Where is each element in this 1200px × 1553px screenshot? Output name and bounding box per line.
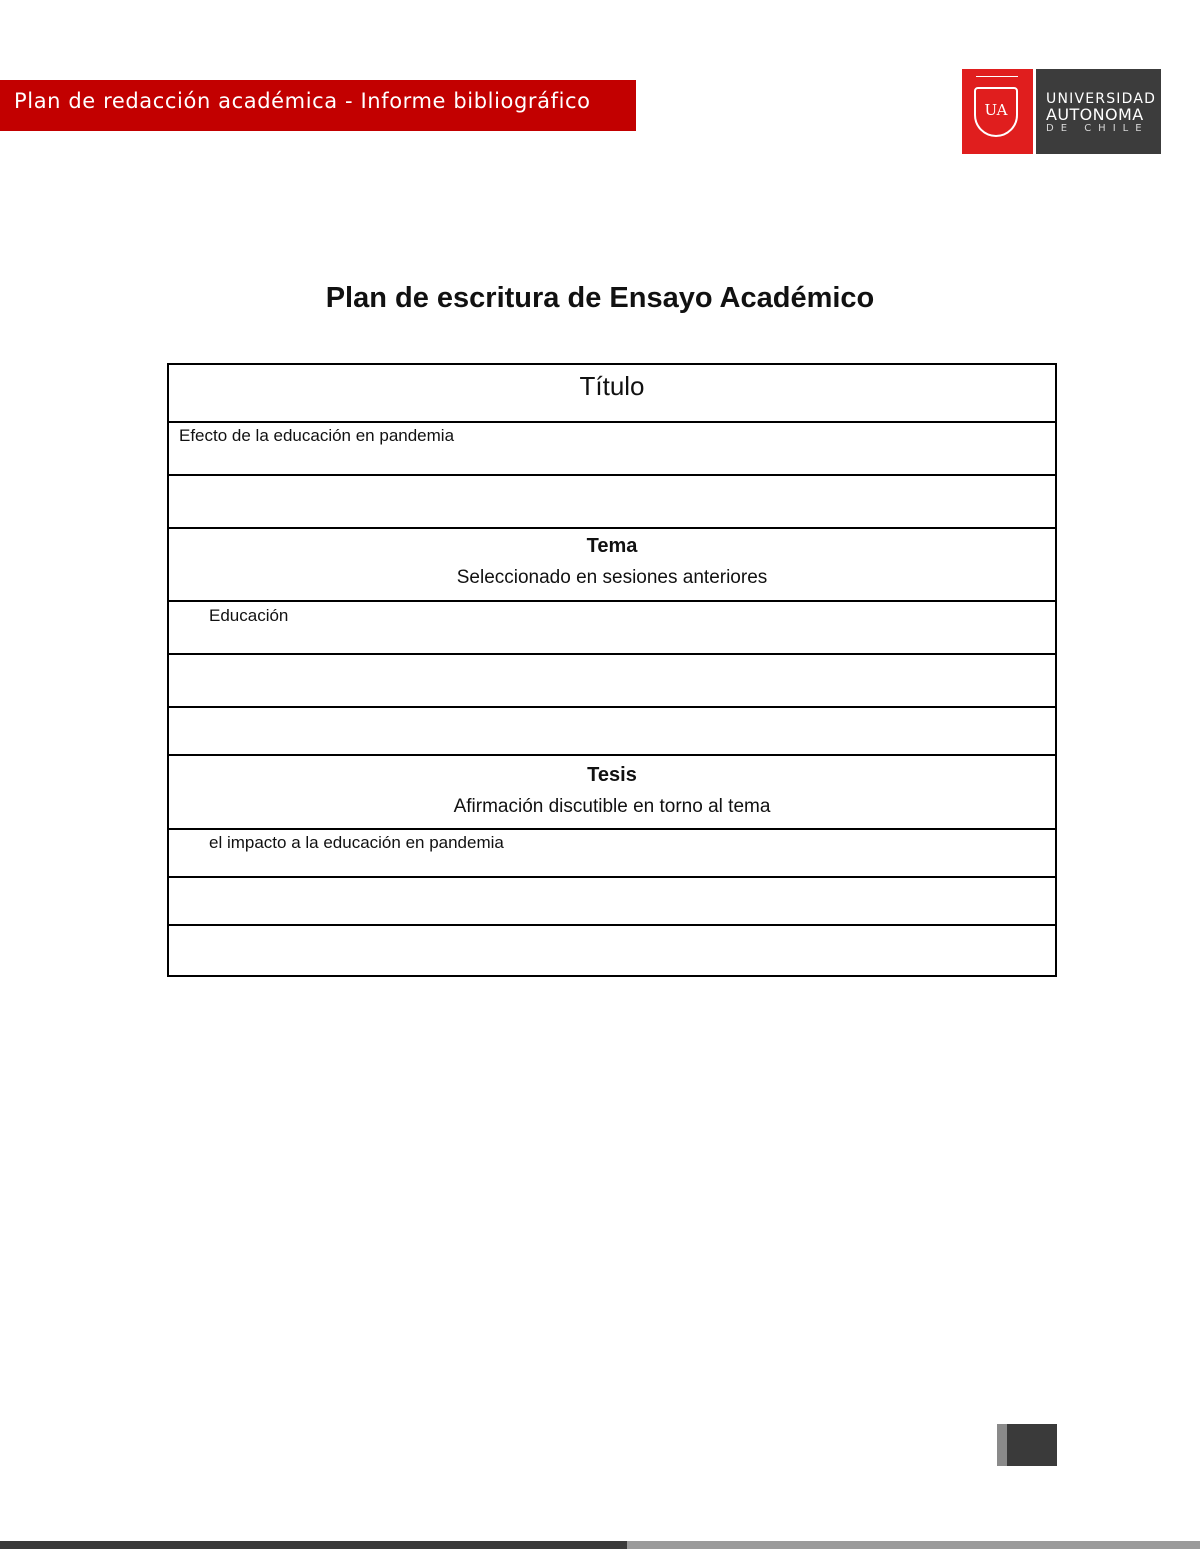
page-number-box [997,1424,1057,1466]
tema-value: Educación [209,606,289,625]
crest-icon [974,87,1018,137]
titulo-value-row [169,421,1055,476]
tema-empty-row-1 [169,653,1055,708]
crest-text: UA [984,101,1008,119]
tema-heading: Tema [586,535,638,557]
university-logo [962,69,1161,154]
titulo-empty-row [169,474,1055,529]
logo-line-2: AUTONOMA [1046,105,1144,124]
plan-table [167,363,1057,977]
tesis-heading: Tesis [587,764,637,786]
tema-header-row [169,527,1055,602]
tesis-value: el impacto a la educación en pandemia [209,833,504,852]
tesis-value-row [169,828,1055,878]
header-banner-text: Plan de redacción académica - Informe bibliográfico [14,89,591,113]
tesis-empty-row-2 [169,924,1055,975]
logo-line-1: UNIVERSIDAD [1046,91,1157,107]
logo-red-block [962,69,1033,154]
titulo-heading: Título [579,371,645,401]
titulo-value: Efecto de la educación en pandemia [179,426,455,445]
logo-line-3: DE CHILE [1046,123,1149,134]
titulo-header-row [169,365,1055,423]
tesis-header-row [169,754,1055,830]
footer-bar-dark [0,1541,627,1549]
crest-arc [976,76,1018,80]
header-banner [0,80,636,131]
tema-empty-row-2 [169,706,1055,756]
tema-subheading: Seleccionado en sesiones anteriores [456,567,768,588]
footer-bar-light [627,1541,1200,1549]
tema-value-row [169,600,1055,655]
tesis-empty-row-1 [169,876,1055,926]
document-title: Plan de escritura de Ensayo Académico [325,282,875,314]
tesis-subheading: Afirmación discutible en torno al tema [453,796,771,817]
